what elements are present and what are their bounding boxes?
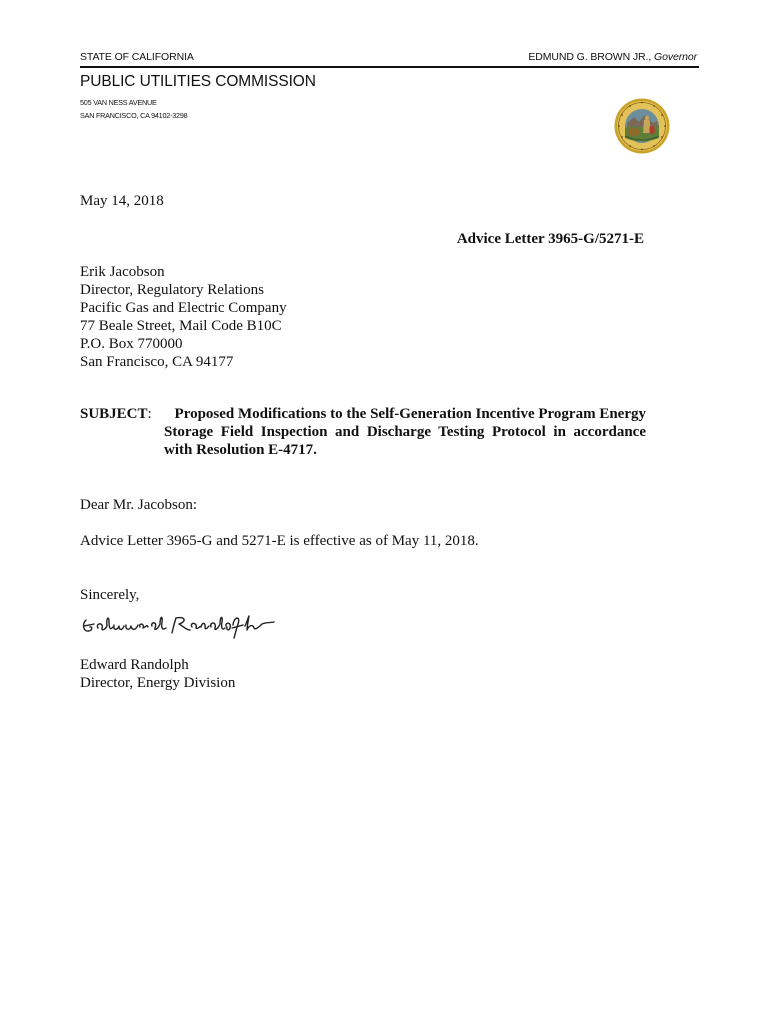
governor-name: EDMUND G. BROWN JR., <box>528 51 652 63</box>
signer-name: Edward Randolph <box>80 657 189 673</box>
subject-text-line3: with Resolution E-4717. <box>164 442 317 458</box>
letterhead-rule <box>80 66 699 68</box>
address-street: 505 VAN NESS AVENUE <box>80 98 157 107</box>
subject-label-group: SUBJECT: <box>80 406 152 422</box>
commission-name: PUBLIC UTILITIES COMMISSION <box>80 73 316 90</box>
state-name: STATE OF CALIFORNIA <box>80 51 194 63</box>
california-seal-icon <box>614 98 670 154</box>
recipient-line: San Francisco, CA 94177 <box>80 354 234 370</box>
subject-label: SUBJECT <box>80 406 148 422</box>
advice-letter-reference: Advice Letter 3965-G/5271-E <box>456 231 644 247</box>
subject-text-line1: Proposed Modifications to the Self-Generation Incentive Program Energy <box>174 406 646 422</box>
subject-block <box>80 405 646 459</box>
recipient-line: P.O. Box 770000 <box>80 336 183 352</box>
signer-title: Director, Energy Division <box>80 675 236 691</box>
closing: Sincerely, <box>80 587 140 603</box>
salutation: Dear Mr. Jacobson: <box>80 497 198 513</box>
recipient-address <box>80 263 287 371</box>
subject-text-line2: Storage Field Inspection and Discharge Testing Protocol in accordance <box>164 424 646 440</box>
subject-continuation <box>164 423 646 459</box>
recipient-line: 77 Beale Street, Mail Code B10C <box>80 318 282 334</box>
recipient-line: Erik Jacobson <box>80 264 165 280</box>
signer-block <box>80 656 235 692</box>
address-city: SAN FRANCISCO, CA 94102-3298 <box>80 111 188 120</box>
letter-date: May 14, 2018 <box>80 193 164 209</box>
recipient-line: Director, Regulatory Relations <box>80 282 264 298</box>
body-paragraph: Advice Letter 3965-G and 5271-E is effective as of May 11, 2018. <box>80 533 479 549</box>
governor-title: Governor <box>654 51 697 63</box>
letterhead-top-row <box>80 51 697 65</box>
signature-image <box>80 610 276 640</box>
subject-line <box>80 405 646 423</box>
governor-line <box>528 51 697 63</box>
recipient-line: Pacific Gas and Electric Company <box>80 300 287 316</box>
